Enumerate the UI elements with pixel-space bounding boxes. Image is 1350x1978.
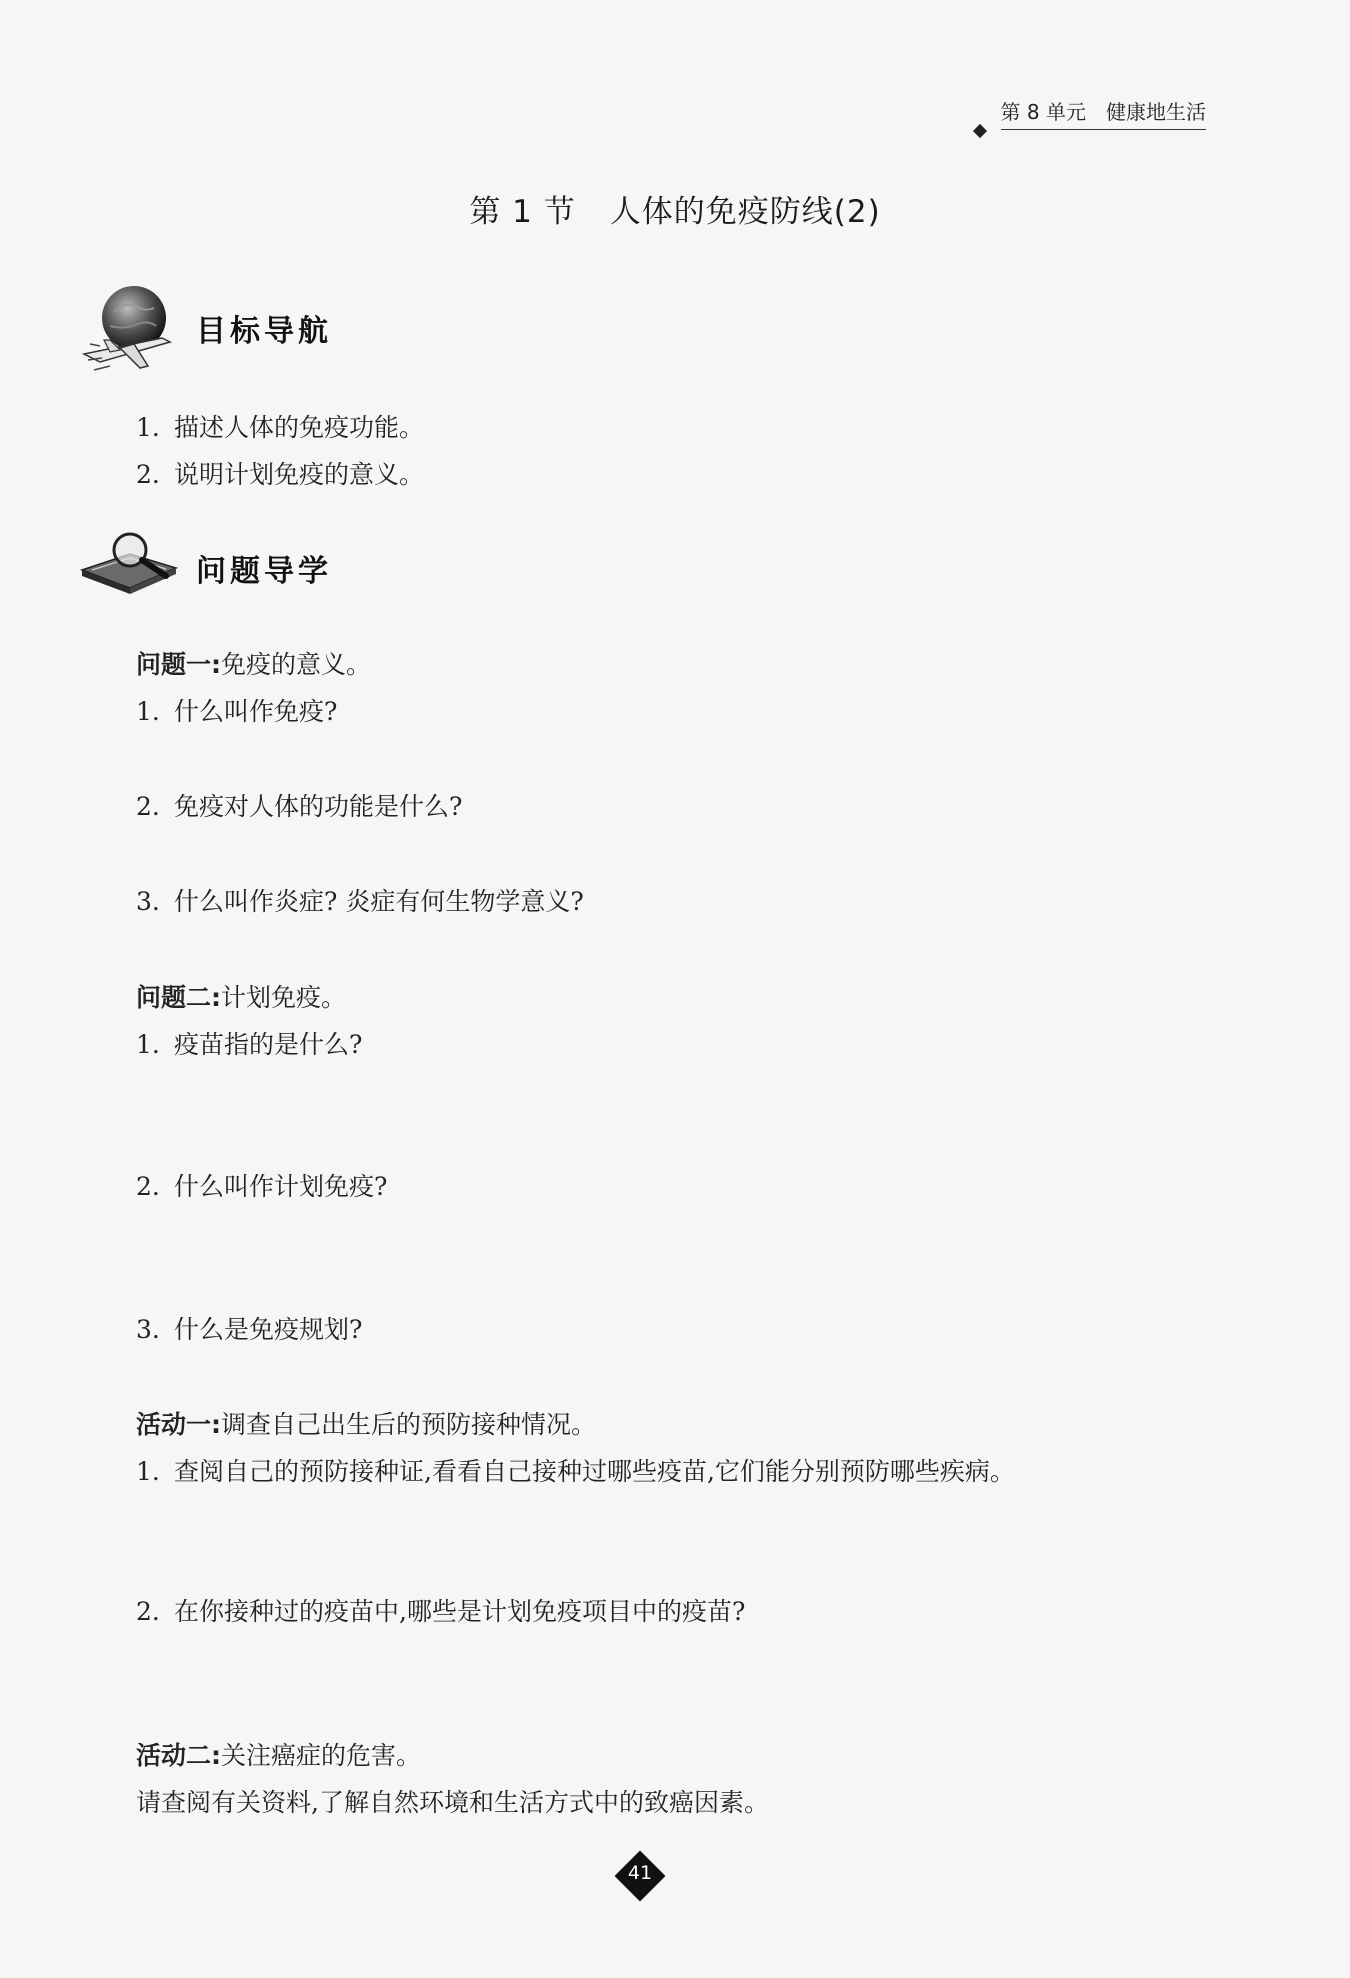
question-item: 3. 什么叫作炎症? 炎症有何生物学意义? bbox=[136, 887, 584, 916]
page-title bbox=[0, 186, 1350, 231]
question-item: 3. 什么是免疫规划? bbox=[136, 1315, 363, 1344]
section-name: 人体的免疫防线(2) bbox=[609, 194, 881, 230]
goal-item: 1. 描述人体的免疫功能。 bbox=[136, 413, 425, 442]
guide-heading-block bbox=[80, 530, 480, 630]
globe-airplane-icon bbox=[80, 282, 180, 378]
question-two-heading: 问题二:计划免疫。 bbox=[136, 983, 347, 1012]
activity-two-body: 请查阅有关资料,了解自然环境和生活方式中的致癌因素。 bbox=[136, 1788, 769, 1817]
activity-two-heading: 活动二:关注癌症的危害。 bbox=[136, 1741, 422, 1770]
activity-item: 2. 在你接种过的疫苗中,哪些是计划免疫项目中的疫苗? bbox=[136, 1597, 746, 1626]
guide-heading: 问题导学 bbox=[196, 554, 332, 589]
page-number: 41 bbox=[627, 1862, 653, 1884]
activity-item: 1. 查阅自己的预防接种证,看看自己接种过哪些疫苗,它们能分别预防哪些疾病。 bbox=[136, 1457, 1015, 1486]
question-item: 1. 什么叫作免疫? bbox=[136, 697, 338, 726]
activity-one-heading: 活动一:调查自己出生后的预防接种情况。 bbox=[136, 1410, 597, 1439]
running-header bbox=[1001, 96, 1206, 130]
unit-number: 第 8 单元 bbox=[1000, 100, 1086, 124]
question-item: 2. 免疫对人体的功能是什么? bbox=[136, 792, 463, 821]
unit-title: 健康地生活 bbox=[1106, 100, 1206, 124]
question-item: 2. 什么叫作计划免疫? bbox=[136, 1172, 388, 1201]
goals-heading: 目标导航 bbox=[196, 314, 332, 349]
section-number: 第 1 节 bbox=[469, 194, 576, 230]
diamond-bullet-icon bbox=[972, 124, 986, 138]
goal-item: 2. 说明计划免疫的意义。 bbox=[136, 460, 425, 489]
question-one-heading: 问题一:免疫的意义。 bbox=[136, 650, 372, 679]
goals-heading-block bbox=[80, 282, 480, 382]
page-number-badge bbox=[614, 1850, 666, 1902]
magnifier-book-icon bbox=[80, 530, 180, 596]
question-item: 1. 疫苗指的是什么? bbox=[136, 1030, 363, 1059]
